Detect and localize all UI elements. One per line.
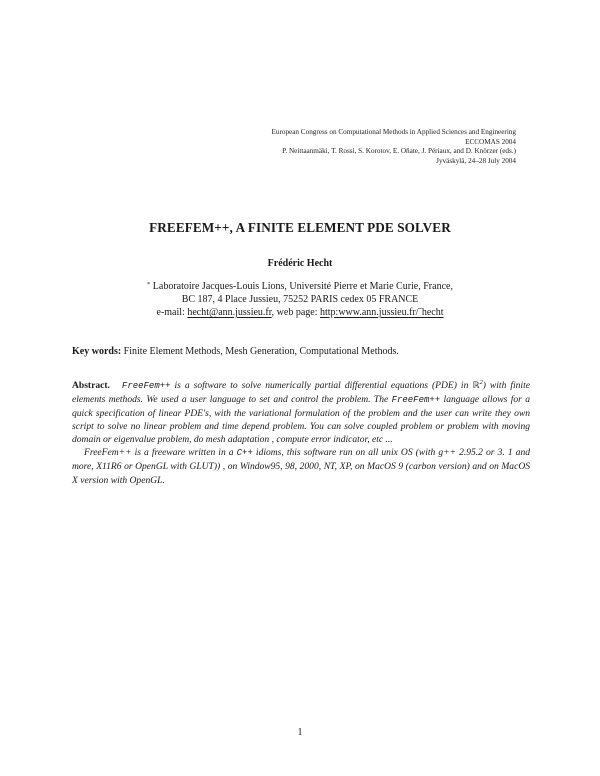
abstract-paragraph-1 — [72, 376, 530, 446]
header-line-1: European Congress on Computational Methods in Applied Sciences and Engineering — [271, 128, 516, 136]
affiliation — [0, 279, 600, 319]
header-line-3: P. Neittaanmäki, T. Rossi, S. Korotov, E. Oñate, J. Périaux, and D. Knörzer (eds.) — [282, 147, 516, 156]
freefem-name: FreeFem++ — [121, 381, 171, 392]
abstract-paragraph-2 — [72, 446, 530, 486]
dimension-superscript: 2 — [479, 379, 483, 386]
cpp-name: C++ — [236, 448, 253, 459]
email-label: e-mail: — [156, 306, 185, 318]
conference-header — [96, 128, 516, 166]
abstract-text: language allows for a quick specification of linear PDE's, with the variational formulation of the problem and the user can write they own script to solve no linear problem and time depend problem. You can solve coupled problem or problem with moving domain or eigenvalue problem, do mesh adaptation , compute error indicator, etc ... — [72, 394, 530, 446]
header-line-4: Jyväskylä, 24–28 July 2004 — [436, 156, 516, 165]
abstract-text: idioms, this software run on all unix OS (with g++ 2.95.2 or 3. 1 and more, X11R6 or OpenGL with GLUT)) , on Window95, 98, 2000, NT, XP, on MacOS 9 (carbon version) and on MacOS X version with OpenGL. — [72, 447, 530, 486]
keywords-text: Finite Element Methods, Mesh Generation, Computational Methods. — [123, 346, 399, 357]
keywords-label: Key words: — [72, 346, 122, 357]
paper-title: FREEFEM++, A FINITE ELEMENT PDE SOLVER — [149, 220, 451, 235]
header-line-2: ECCOMAS 2004 — [465, 137, 516, 146]
affiliation-line-1 — [0, 279, 600, 294]
affiliation-line-3 — [0, 307, 600, 320]
email-link[interactable]: hecht@ann.jussieu.fr — [187, 306, 272, 318]
abstract-text: is a software to solve numerically partial differential equations (PDE) in — [170, 380, 473, 392]
affiliation-marker: * — [147, 281, 151, 288]
affiliation-institution: Laboratoire Jacques-Louis Lions, Université Pierre et Marie Curie, France, — [152, 281, 453, 292]
freefem-name: FreeFem++ — [84, 447, 132, 459]
freefem-name: FreeFem++ — [391, 395, 441, 406]
keywords — [72, 345, 532, 358]
author-name: Frédéric Hecht — [267, 258, 333, 269]
real-numbers-symbol: ℝ — [472, 381, 480, 392]
page-number: 1 — [297, 727, 303, 738]
abstract-text: ) with finite elements methods. We used a user language to set and control the problem. The — [72, 380, 530, 406]
web-page-link[interactable]: http:www.ann.jussieu.fr/˜hecht — [320, 306, 444, 318]
abstract-text: is a freeware written in a — [131, 447, 237, 459]
affiliation-line-2: BC 187, 4 Place Jussieu, 75252 PARIS cedex 05 FRANCE — [181, 293, 419, 305]
abstract-label: Abstract. — [72, 380, 110, 392]
abstract — [72, 376, 530, 487]
web-label: , web page: — [271, 306, 318, 318]
